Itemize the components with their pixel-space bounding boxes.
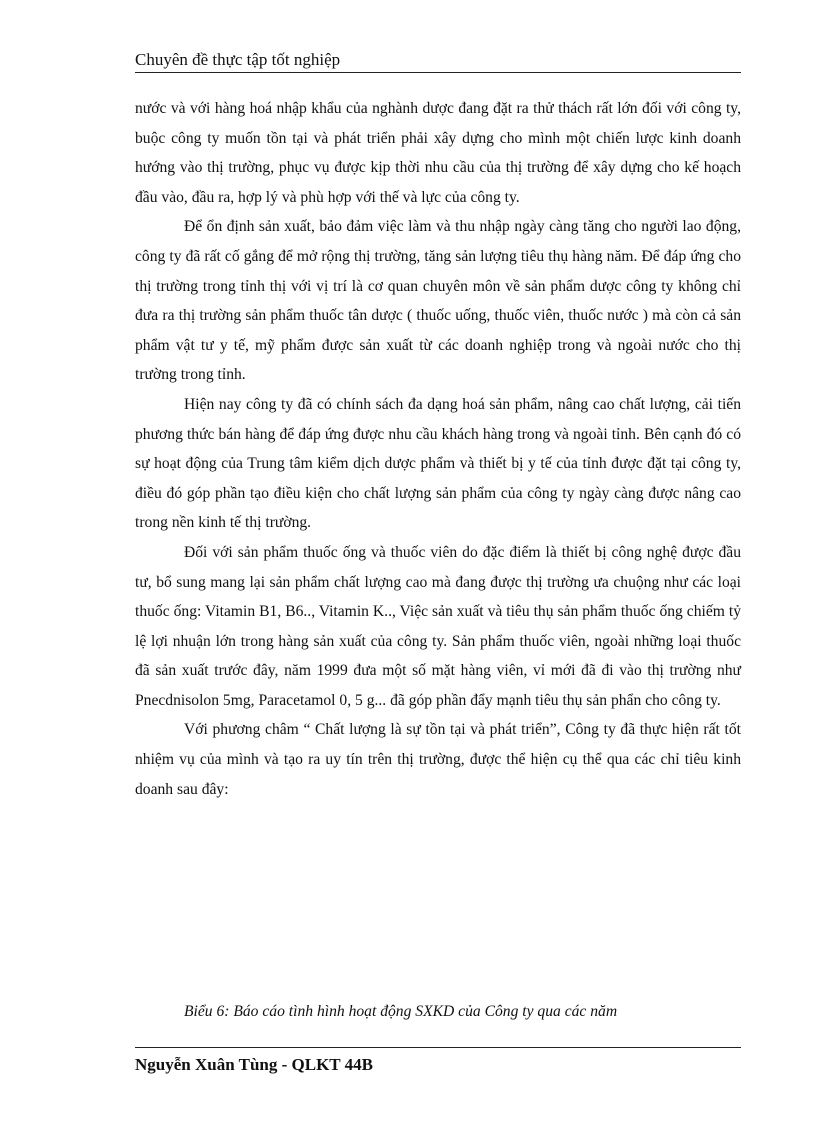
paragraph-1: nước và với hàng hoá nhập khẩu của nghành dược đang đặt ra thử thách rất lớn đối với công ty, buộc công ty muốn tồn tại và phát triển phải xây dựng cho mình một chiến lược kinh doanh hướng vào thị trường, phục vụ được kịp thời nhu cầu của thị trường để xây dựng cho kế hoạch đầu vào, đầu ra, hợp lý và phù hợp với thế và lực của công ty. [135,100,741,206]
table-caption: Biểu 6: Báo cáo tình hình hoạt động SXKD của Công ty qua các năm [184,1003,618,1020]
paragraph-5: Với phương châm “ Chất lượng là sự tồn tại và phát triển”, Công ty đã thực hiện rất tốt nhiệm vụ của mình và tạo ra uy tín trên thị trường, được thể hiện cụ thể qua các chỉ tiêu kinh doanh sau đây: [135,721,741,798]
page-header [135,50,741,73]
page-footer [135,1054,741,1076]
paragraph-2: Để ổn định sản xuất, bảo đảm việc làm và thu nhập ngày càng tăng cho người lao động, công ty đã rất cố gắng để mở rộng thị trường, tăng sản lượng tiêu thụ hàng năm. Để đáp ứng cho thị trường trong tỉnh thị với vị trí là cơ quan chuyên môn về sản phẩm dược công ty không chỉ đưa ra thị trường sản phẩm thuốc tân dược ( thuốc uống, thuốc viên, thuốc nước ) mà còn cả sản phẩm vật tư y tế, mỹ phẩm được sản xuất từ các doanh nghiệp trong và ngoài nước cho thị trường trong tỉnh. [135,218,741,384]
footer-divider [135,1047,741,1048]
footer-author: Nguyễn Xuân Tùng - QLKT 44B [135,1055,373,1074]
paragraph-3: Hiện nay công ty đã có chính sách đa dạng hoá sản phẩm, nâng cao chất lượng, cải tiến phương thức bán hàng để đáp ứng được nhu cầu khách hàng trong và ngoài tỉnh. Bên cạnh đó có sự hoạt động của Trung tâm kiểm dịch dược phẩm và thiết bị y tế của tỉnh được đặt tại công ty, điều đó góp phần tạo điều kiện cho chất lượng sản phẩm của công ty ngày càng được nâng cao trong nền kinh tế thị trường. [135,395,741,532]
document-body [135,94,741,804]
paragraph-4: Đối với sản phẩm thuốc ống và thuốc viên do đặc điểm là thiết bị công nghệ được đầu tư, bổ sung mang lại sản phẩm chất lượng cao mà đang được thị trường ưa chuộng như các loại thuốc ống: Vitamin B1, B6.., Vitamin K.., Việc sản xuất và tiêu thụ sản phẩm thuốc ống chiếm tỷ lệ lợi nhuận lớn trong hàng sản xuất của công ty. Sản phẩm thuốc viên, ngoài những loại thuốc đã sản xuất trước đây, năm 1999 đưa một số mặt hàng viên, vỉ mới đã đi vào thị trường như Pnecdnisolon 5mg, Paracetamol 0, 5 g... đã góp phần đẩy mạnh tiêu thụ sản phẩn cho công ty. [135,543,741,709]
header-title: Chuyên đề thực tập tốt nghiệp [135,50,341,69]
